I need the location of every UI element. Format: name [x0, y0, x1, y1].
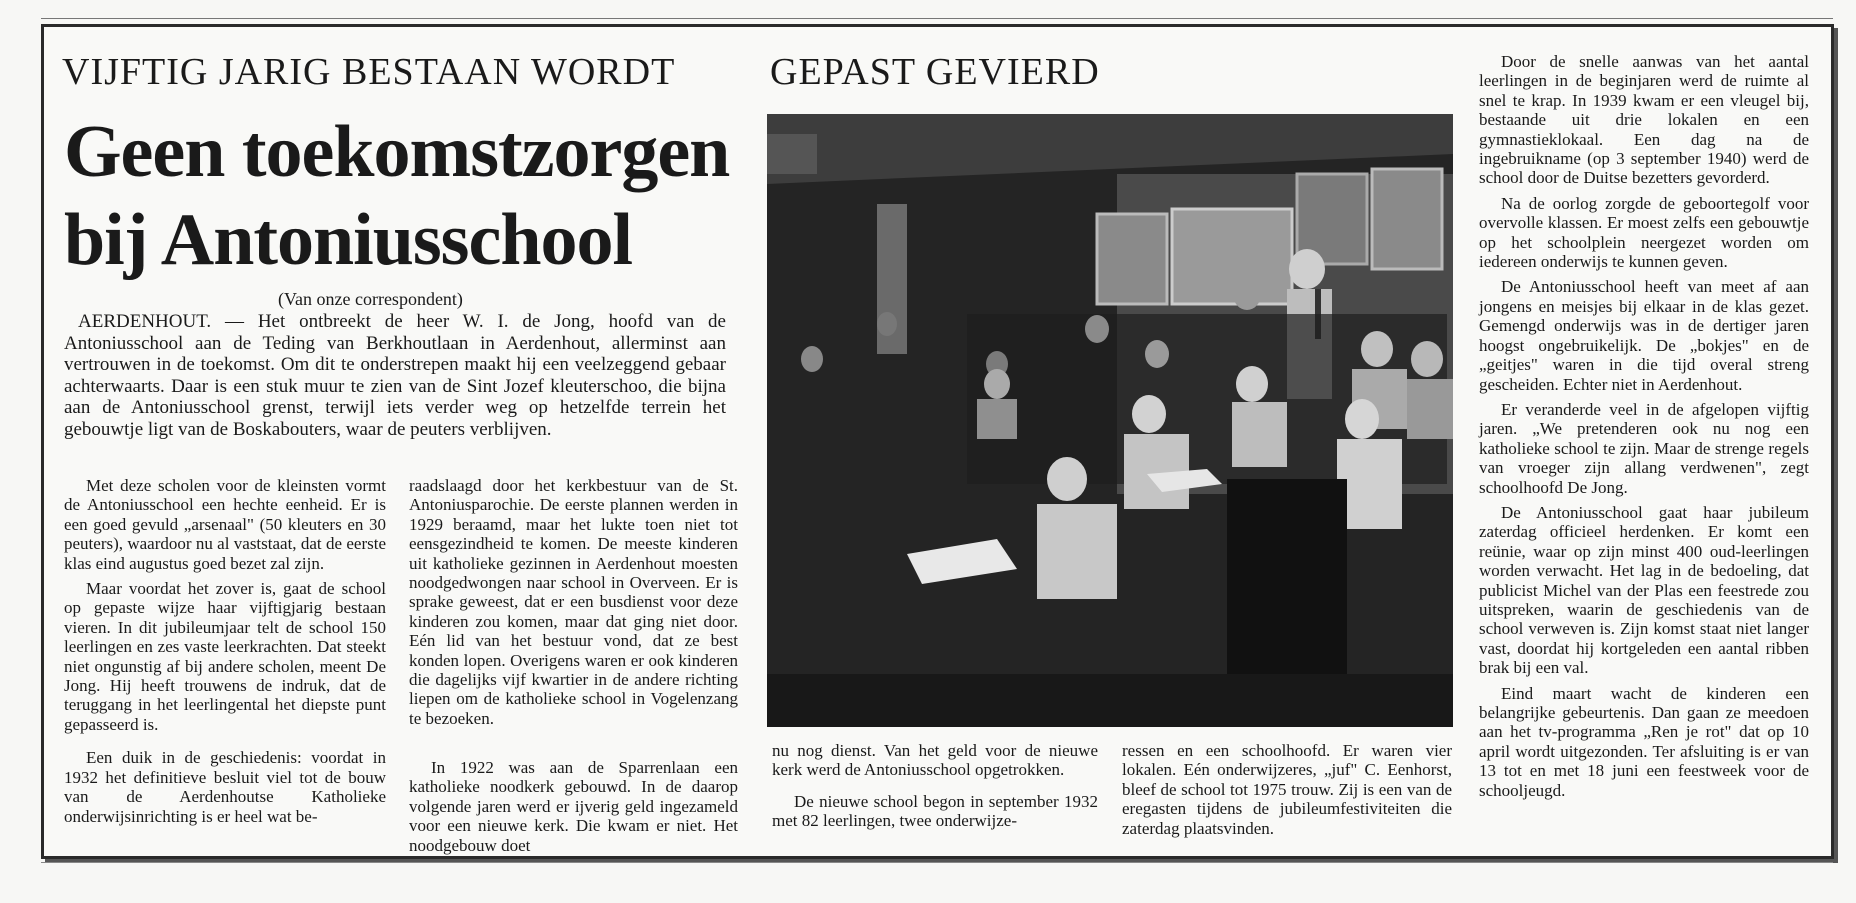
- paragraph: De nieuwe school begon in september 1932 met 82 leerlingen, twee onderwijze-: [772, 791, 1098, 831]
- classroom-photo: [767, 114, 1453, 727]
- column-2-continued: [409, 758, 738, 861]
- paragraph: Door de snelle aanwas van het aantal leerlingen in de beginjaren werd de ruimte al snel te krap. In 1939 kwam er een vleugel bij, bestaande uit drie lokalen en een gymnastieklokaal. Een dag na de ingebruikname (op 3 september 1940) werd de school door de Duitse bezetters gevorderd.: [1479, 52, 1809, 188]
- paragraph: Eind maart wacht de kinderen een belangrijke gebeurtenis. Dan gaan ze meedoen aan het tv-programma „Ren je rot" dat op 10 april wordt uitgezonden. Ter afsluiting is er van 13 tot en met 18 juni een feestweek voor de schooljeugd.: [1479, 683, 1809, 800]
- paragraph: nu nog dienst. Van het geld voor de nieuwe kerk werd de Antoniusschool opgetrokken.: [772, 741, 1098, 780]
- paragraph: Na de oorlog zorgde de geboortegolf voor overvolle klassen. Er moest zelfs een gebouwtje op het schoolplein neergezet worden om iedereen onderwijs te kunnen geven.: [1479, 193, 1809, 272]
- top-rule: [41, 18, 1833, 19]
- column-5: [1479, 52, 1809, 806]
- lead-paragraph: [64, 311, 726, 440]
- paragraph: Maar voordat het zover is, gaat de school op gepaste wijze haar vijftigjarig bestaan vieren. In dit jubileumjaar telt de school 150 leerlingen en zes vaste leerkrachten. Dat steekt niet ongunstig af bij andere scholen, meent De Jong. Hij heeft trouwens de indruk, dat de teruggang in het leerlingental het diepste punt gepasseerd is.: [64, 579, 386, 734]
- headline-line-2: bij Antoniusschool: [64, 199, 633, 281]
- paragraph: Er veranderde veel in de afgelopen vijftig jaren. „We pretenderen ook nu nog een katholieke school te zijn. Maar de strenge regels van vroeger zijn allang verdwenen", zegt schoolhoofd De Jong.: [1479, 399, 1809, 497]
- paragraph: Een duik in de geschiedenis: voordat in 1932 het definitieve besluit viel tot de bouw van de Aerdenhoutse Katholieke onderwijsinrichting is er heel wat be-: [64, 748, 386, 826]
- column-3: [772, 741, 1098, 837]
- paragraph: De Antoniusschool heeft van meet af aan jongens en meisjes bij elkaar in de klas gezet. Gemengd onderwijs was in de dertiger jaren hoogst ongebruikelijk. De „bokjes" en de „geitjes" waren in die tijd overal streng gescheiden. Echter niet in Aerdenhout.: [1479, 277, 1809, 394]
- paragraph: Met deze scholen voor de kleinsten vormt de Antoniusschool een hechte eenheid. Er is een goed gevuld „arsenaal" (50 kleuters en 30 peuters), waardoor nu al vaststaat, dat de eerste klas eind augustus goed bezet zal zijn.: [64, 476, 386, 573]
- column-1: [64, 476, 386, 832]
- headline-line-1: Geen toekomstzorgen: [64, 111, 730, 193]
- paragraph: raadslaagd door het kerkbestuur van de St. Antoniusparochie. De eerste plannen werden in 1929 beraamd, maar het lukte toen niet tot eensgezindheid te komen. De meeste kinderen uit katholieke gezinnen in Aerdenhout moesten noodgedwongen naar school in Overveen. Er is sprake geweest, dat er een busdienst voor deze kinderen zou komen, maar dat ging niet door. Eén lid van het bestuur vond, dat ze best konden lopen. Overigens waren er ook kinderen die dagelijks vijf kwartier in de andere richting liepen om de katholieke school in Vogelenzang te bezoeken.: [409, 476, 738, 728]
- overline-left: VIJFTIG JARIG BESTAAN WORDT: [62, 51, 676, 93]
- paragraph: In 1922 was aan de Sparrenlaan een katholieke noodkerk gebouwd. In de daarop volgende jaren werd er ijverig geld ingezameld voor een nieuwe kerk. Die kwam er niet. Het noodgebouw doet: [409, 758, 738, 855]
- column-2: [409, 476, 738, 734]
- overline-right: GEPAST GEVIERD: [770, 51, 1100, 93]
- bottom-rule: [41, 862, 1833, 863]
- column-4: [1122, 741, 1452, 844]
- byline: (Van onze correspondent): [278, 289, 463, 309]
- photo-illustration: [767, 114, 1453, 727]
- headline: [64, 108, 729, 284]
- paragraph: ressen en een schoolhoofd. Er waren vier lokalen. Eén onderwijzeres, „juf" C. Eenhorst, bleef de school tot 1975 trouw. Zij is een van de eregasten tijdens de jubileumfestiviteiten die zaterdag plaatsvinden.: [1122, 741, 1452, 838]
- lead-text: AERDENHOUT. — Het ontbreekt de heer W. I. de Jong, hoofd van de Antoniusschool aan de Teding van Berkhoutlaan in Aerdenhout, allerminst aan vertrouwen in de toekomst. Om dit te onderstrepen maakt hij een veelzeggend gebaar achterwaarts. Daar is een stuk muur te zien van de Sint Jozef kleuterschoo, die bijna aan de Antoniusschool grenst, terwijl iets verder weg op hetzelfde terrein het gebouwtje ligt van de Boskabouters, waar de peuters verblijven.: [64, 311, 726, 440]
- paragraph: De Antoniusschool gaat haar jubileum zaterdag officieel herdenken. Er komt een reünie, waar op zijn minst 400 oud-leerlingen worden verwacht. Het lag in de bedoeling, dat publicist Michel van der Plas een feestrede zou uitspreken, waarin de geschiedenis van de school verweven is. Zijn komst staat niet langer vast, doordat hij kortgeleden een aantal ribben brak bij een val.: [1479, 502, 1809, 678]
